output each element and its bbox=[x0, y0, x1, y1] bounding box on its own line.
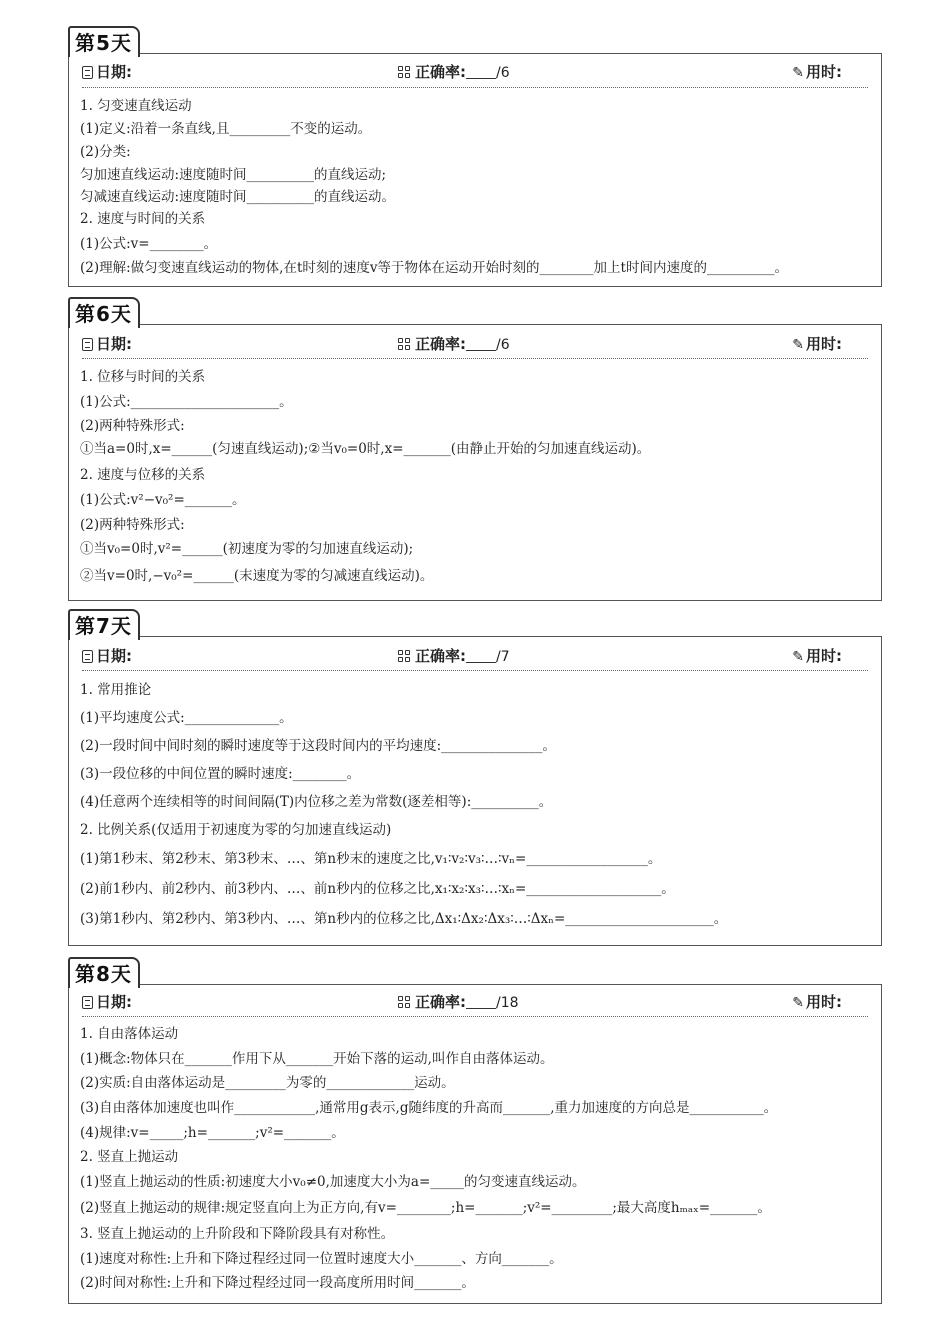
calendar-icon bbox=[82, 338, 93, 351]
content-line: (2)一段时间中间时刻的瞬时速度等于这段时间内的平均速度:_______________。 bbox=[80, 738, 556, 754]
content-line: (1)竖直上抛运动的性质:初速度大小v₀≠0,加速度大小为a=_____的匀变速直线运动。 bbox=[80, 1174, 586, 1190]
content-line: (1)速度对称性:上升和下降过程经过同一位置时速度大小_______、方向_______。 bbox=[80, 1251, 563, 1267]
content-line: 1. 位移与时间的关系 bbox=[80, 369, 206, 385]
content-line: ①当a=0时,x=______(匀速直线运动);②当v₀=0时,x=_______(由静止开始的匀加速直线运动)。 bbox=[80, 441, 651, 457]
content-line: 3. 竖直上抛运动的上升阶段和下降阶段具有对称性。 bbox=[80, 1226, 395, 1242]
content-line: 1. 自由落体运动 bbox=[80, 1026, 179, 1042]
calendar-icon bbox=[82, 996, 93, 1009]
accuracy-field[interactable]: 正确率: /7 bbox=[398, 644, 510, 669]
date-field[interactable]: 日期: bbox=[82, 990, 132, 1014]
content-line: (1)第1秒末、第2秒末、第3秒末、…、第n秒末的速度之比,v₁∶v₂∶v₃∶…∶vₙ=__________________。 bbox=[80, 851, 662, 867]
date-field[interactable]: 日期: bbox=[82, 60, 132, 84]
content-line: (2)两种特殊形式: bbox=[80, 517, 185, 533]
day-title: 第8天 bbox=[68, 957, 140, 988]
day-title: 第5天 bbox=[68, 26, 140, 57]
calendar-icon bbox=[82, 66, 93, 79]
pen-icon: ✎ bbox=[792, 337, 804, 353]
grid-icon bbox=[398, 996, 411, 1009]
content-line: 2. 竖直上抛运动 bbox=[80, 1149, 179, 1165]
content-line: (3)自由落体加速度也叫作____________,通常用g表示,g随纬度的升高而_______,重力加速度的方向总是___________。 bbox=[80, 1100, 778, 1116]
day-section-7 bbox=[68, 609, 882, 947]
date-field[interactable]: 日期: bbox=[82, 332, 132, 356]
day-title: 第7天 bbox=[68, 609, 140, 640]
day-section-5 bbox=[68, 26, 882, 288]
content-line: (1)公式:______________________。 bbox=[80, 394, 293, 410]
content-line: 2. 比例关系(仅适用于初速度为零的匀加速直线运动) bbox=[80, 822, 392, 838]
content-line: (4)规律:v=_____;h=_______;v²=_______。 bbox=[80, 1125, 345, 1141]
content-line: (2)时间对称性:上升和下降过程经过同一段高度所用时间_______。 bbox=[80, 1275, 475, 1291]
content-line: (1)定义:沿着一条直线,且_________不变的运动。 bbox=[80, 121, 372, 137]
time-field[interactable]: ✎ 用时: bbox=[792, 644, 842, 669]
content-line: 匀加速直线运动:速度随时间__________的直线运动; bbox=[80, 167, 387, 183]
content-line: ①当v₀=0时,v²=______(初速度为零的匀加速直线运动); bbox=[80, 541, 414, 557]
time-field[interactable]: ✎ 用时: bbox=[792, 990, 842, 1015]
pen-icon: ✎ bbox=[792, 995, 804, 1011]
pen-icon: ✎ bbox=[792, 65, 804, 81]
content-line: (4)任意两个连续相等的时间间隔(T)内位移之差为常数(逐差相等):__________。 bbox=[80, 794, 553, 810]
content-line: (2)前1秒内、前2秒内、前3秒内、…、前n秒内的位移之比,x₁∶x₂∶x₃∶…∶xₙ=____________________。 bbox=[80, 881, 675, 897]
date-field[interactable]: 日期: bbox=[82, 644, 132, 668]
time-field[interactable]: ✎ 用时: bbox=[792, 60, 842, 85]
content-line: (3)一段位移的中间位置的瞬时速度:________。 bbox=[80, 766, 361, 782]
dotted-divider bbox=[82, 87, 868, 88]
content-line: ②当v=0时,−v₀²=______(末速度为零的匀减速直线运动)。 bbox=[80, 568, 434, 584]
content-line: 1. 匀变速直线运动 bbox=[80, 98, 192, 114]
content-line: 1. 常用推论 bbox=[80, 682, 152, 698]
content-line: (1)公式:v=________。 bbox=[80, 236, 218, 252]
content-line: 2. 速度与位移的关系 bbox=[80, 467, 206, 483]
calendar-icon bbox=[82, 650, 93, 663]
content-line: (2)两种特殊形式: bbox=[80, 418, 185, 434]
content-line: (2)实质:自由落体运动是_________为零的_____________运动。 bbox=[80, 1075, 455, 1091]
pen-icon: ✎ bbox=[792, 649, 804, 665]
content-line: (2)理解:做匀变速直线运动的物体,在t时刻的速度v等于物体在运动开始时刻的________加上t时间内速度的__________。 bbox=[80, 260, 788, 276]
content-line: 匀减速直线运动:速度随时间__________的直线运动。 bbox=[80, 189, 396, 205]
day-header bbox=[82, 332, 868, 356]
day-header bbox=[82, 644, 868, 668]
content-line: (2)分类: bbox=[80, 144, 131, 160]
day-header bbox=[82, 60, 868, 84]
dotted-divider bbox=[82, 670, 868, 671]
accuracy-field[interactable]: 正确率: /18 bbox=[398, 990, 519, 1015]
day-section-8 bbox=[68, 957, 882, 1305]
content-line: (3)第1秒内、第2秒内、第3秒内、…、第n秒内的位移之比,Δx₁∶Δx₂∶Δx₃∶…∶Δxₙ=______________________。 bbox=[80, 911, 728, 927]
accuracy-field[interactable]: 正确率: /6 bbox=[398, 60, 510, 85]
content-line: (1)公式:v²−v₀²=_______。 bbox=[80, 492, 246, 508]
content-line: (1)平均速度公式:______________。 bbox=[80, 710, 293, 726]
grid-icon bbox=[398, 338, 411, 351]
day-header bbox=[82, 990, 868, 1014]
day-section-6 bbox=[68, 297, 882, 602]
day-title: 第6天 bbox=[68, 297, 140, 328]
content-line: (1)概念:物体只在_______作用下从_______开始下落的运动,叫作自由落体运动。 bbox=[80, 1051, 554, 1067]
accuracy-field[interactable]: 正确率: /6 bbox=[398, 332, 510, 357]
grid-icon bbox=[398, 650, 411, 663]
dotted-divider bbox=[82, 1016, 868, 1017]
time-field[interactable]: ✎ 用时: bbox=[792, 332, 842, 357]
content-line: (2)竖直上抛运动的规律:规定竖直向上为正方向,有v=________;h=_______;v²=_________;最大高度hₘₐₓ=_______。 bbox=[80, 1200, 771, 1216]
content-line: 2. 速度与时间的关系 bbox=[80, 211, 206, 227]
dotted-divider bbox=[82, 358, 868, 359]
grid-icon bbox=[398, 66, 411, 79]
